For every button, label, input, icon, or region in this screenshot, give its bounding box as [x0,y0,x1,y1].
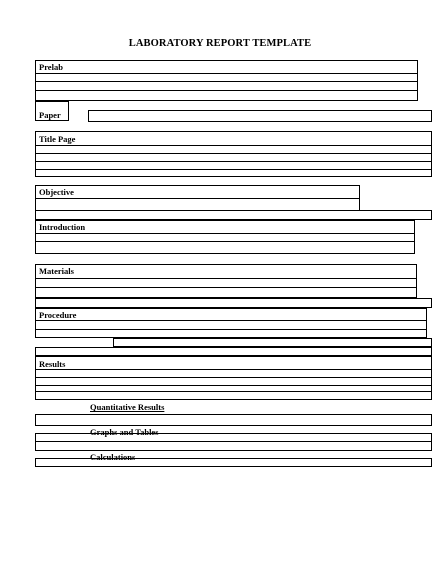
quantitative-results-row [35,414,432,426]
procedure-table [35,308,427,338]
paper-entry-cell [88,110,432,122]
results-row-line [35,385,432,386]
title-page-row-line [35,161,432,162]
results-row-line [35,377,432,378]
prelab-label: Prelab [39,62,63,72]
introduction-row-line [35,233,415,234]
title-page-row-line [35,153,432,154]
procedure-row-line [35,320,427,321]
results-row-line [35,391,432,392]
title-page-table [35,131,432,177]
results-top-row [35,347,432,356]
quantitative-results-label: Quantitative Results [90,402,165,412]
objective-extra-row [35,210,432,220]
title-page-row-line [35,169,432,170]
paper-label: Paper [39,110,61,120]
objective-row-line [35,198,360,199]
prelab-row-line [35,90,418,91]
calculations-label: Calculations [90,452,136,462]
results-table [35,356,432,400]
materials-extra-row [35,298,432,308]
procedure-row-line [35,329,427,330]
prelab-row-line [35,73,418,74]
materials-row-line [35,278,417,279]
introduction-row-line [35,241,415,242]
document-title: LABORATORY REPORT TEMPLATE [128,38,312,49]
introduction-table [35,220,415,254]
prelab-row-line [35,81,418,82]
procedure-offset-row [113,338,432,347]
graphs-and-tables-label: Graphs and Tables [90,427,159,437]
objective-label: Objective [39,187,74,197]
graphs-and-tables-row [35,433,432,451]
materials-label: Materials [39,266,74,276]
graphs-and-tables-row-line [35,441,432,442]
calculations-row [35,458,432,467]
introduction-label: Introduction [39,222,86,232]
title-page-label: Title Page [39,134,76,144]
procedure-label: Procedure [39,310,77,320]
results-label: Results [39,359,66,369]
materials-row-line [35,287,417,288]
results-row-line [35,369,432,370]
materials-table [35,264,417,298]
title-page-row-line [35,145,432,146]
